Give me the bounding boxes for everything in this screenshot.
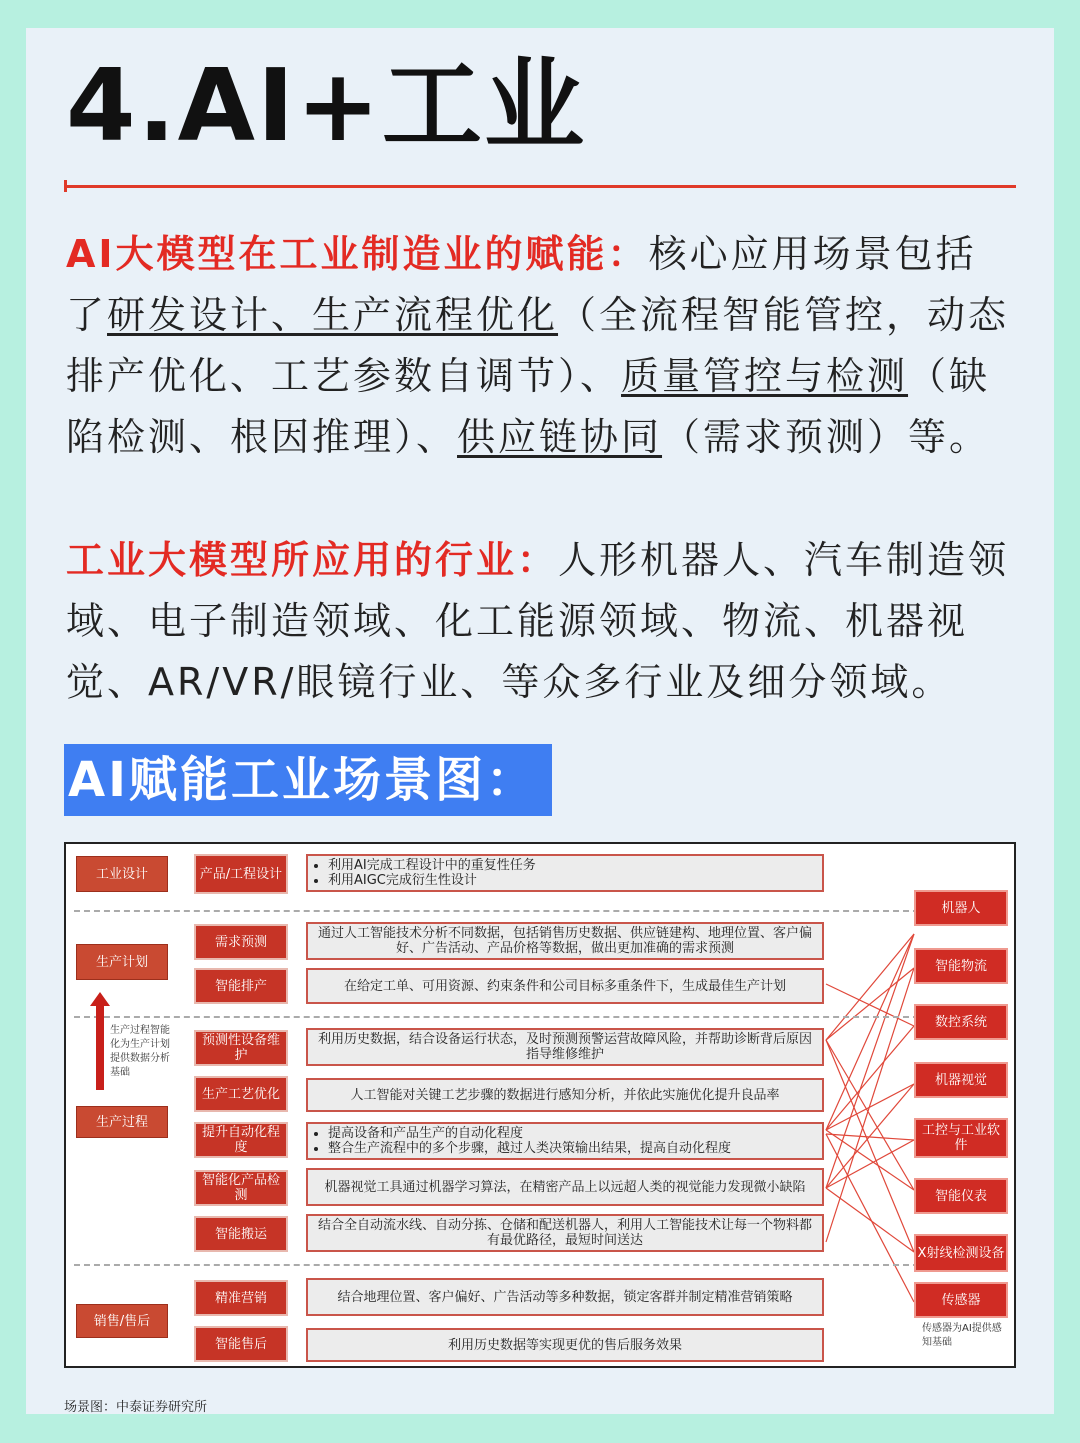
paragraph-applications	[66, 224, 1016, 468]
section-divider	[74, 1264, 919, 1266]
description-box: 结合全自动流水线、自动分拣、仓储和配送机器人，利用人工智能技术让每一个物料都有最优路径，最短时间送达	[306, 1214, 824, 1252]
connector-line	[826, 934, 914, 1130]
arrow-note: 生产过程智能化为生产计划提供数据分析基础	[110, 1025, 170, 1078]
industry-robot: 机器人	[914, 890, 1008, 926]
connector-line	[826, 934, 914, 1040]
connector-line	[826, 1134, 914, 1302]
section-banner: AI赋能工业场景图：	[64, 744, 552, 816]
sub-item: 产品/工程设计	[194, 854, 288, 894]
description-box	[306, 1122, 824, 1160]
category-production-process: 生产过程	[76, 1106, 168, 1138]
source-caption: 场景图：中泰证券研究所	[64, 1400, 208, 1415]
category-production-planning: 生产计划	[76, 944, 168, 980]
underlined-term: 供应链协同	[457, 415, 663, 459]
sensor-note: 传感器为AI提供感知基础	[922, 1323, 1002, 1348]
paragraph-applications-label: AI大模型在工业制造业的赋能：	[66, 232, 649, 276]
sub-item: 智能排产	[194, 968, 288, 1004]
underlined-term: 研发设计、生产流程优化	[107, 293, 559, 337]
sub-item: 智能售后	[194, 1326, 288, 1362]
industry-smart-logistics: 智能物流	[914, 948, 1008, 984]
text-segment: 核心应用场景包括了	[66, 232, 977, 337]
sub-item: 生产工艺优化	[194, 1076, 288, 1112]
paragraph-industries-label: 工业大模型所应用的行业：	[66, 538, 559, 582]
description-bullet: • 整合生产流程中的多个步骤，越过人类决策输出结果，提高自动化程度	[328, 1141, 731, 1156]
description-box: 利用历史数据等实现更优的售后服务效果	[306, 1328, 824, 1362]
category-sales-service: 销售/售后	[76, 1304, 168, 1338]
sub-item: 预测性设备维护	[194, 1030, 288, 1066]
up-arrow-icon	[88, 992, 112, 1092]
industry-machine-vision: 机器视觉	[914, 1062, 1008, 1098]
description-bullet: • 利用AI完成工程设计中的重复性任务	[328, 858, 536, 873]
description-box: 利用历史数据，结合设备运行状态，及时预测预警运营故障风险，并帮助诊断背后原因指导维修维护	[306, 1028, 824, 1066]
description-box: 在给定工单、可用资源、约束条件和公司目标多重条件下，生成最佳生产计划	[306, 968, 824, 1004]
description-bullet: • 提高设备和产品生产的自动化程度	[328, 1126, 731, 1141]
text-segment: 人形机器人、汽车制造领域、电子制造领域、化工能源领域、物流、机器视觉、AR/VR/眼镜行业、等众多行业及细分领域。	[66, 538, 1010, 704]
industry-industrial-control-software: 工控与工业软件	[914, 1118, 1008, 1158]
text-segment: （缺陷检测、根因推理）、	[66, 354, 991, 459]
description-box	[306, 854, 824, 892]
description-box: 人工智能对关键工艺步骤的数据进行感知分析，并依此实施优化提升良品率	[306, 1078, 824, 1112]
connector-line	[826, 1084, 914, 1130]
sub-item: 提升自动化程度	[194, 1122, 288, 1158]
section-divider	[74, 910, 919, 912]
paragraph-industries	[66, 530, 1016, 713]
connector-line	[826, 984, 914, 1026]
industry-xray-inspection: X射线检测设备	[914, 1234, 1008, 1272]
description-box: 机器视觉工具通过机器学习算法，在精密产品上以远超人类的视觉能力发现微小缺陷	[306, 1168, 824, 1206]
connector-line	[826, 968, 914, 1040]
connector-line	[826, 934, 914, 1188]
connector-line	[826, 968, 914, 1242]
page	[26, 28, 1054, 1414]
underlined-term: 质量管控与检测	[621, 354, 909, 398]
description-bullet: • 利用AIGC完成衍生性设计	[328, 873, 536, 888]
section-divider	[74, 1016, 919, 1018]
title-rule	[64, 185, 1016, 188]
page-title: 4.AI+工业	[66, 47, 586, 164]
sub-item: 需求预测	[194, 924, 288, 960]
text-segment: （全流程智能管控，动态排产优化、工艺参数自调节）、	[66, 293, 1010, 398]
sub-item: 智能搬运	[194, 1216, 288, 1252]
scenario-diagram	[64, 842, 1016, 1368]
sub-item: 智能化产品检测	[194, 1170, 288, 1206]
industry-smart-instruments: 智能仪表	[914, 1178, 1008, 1214]
sub-item: 精准营销	[194, 1280, 288, 1316]
industry-cnc-system: 数控系统	[914, 1004, 1008, 1040]
industry-sensor: 传感器	[914, 1282, 1008, 1318]
text-segment: （需求预测）等。	[662, 415, 991, 459]
description-box: 结合地理位置、客户偏好、广告活动等多种数据，锁定客群并制定精准营销策略	[306, 1278, 824, 1316]
description-box: 通过人工智能技术分析不同数据，包括销售历史数据、供应链建构、地理位置、客户偏好、广告活动、产品价格等数据，做出更加准确的需求预测	[306, 922, 824, 960]
category-industrial-design: 工业设计	[76, 856, 168, 892]
